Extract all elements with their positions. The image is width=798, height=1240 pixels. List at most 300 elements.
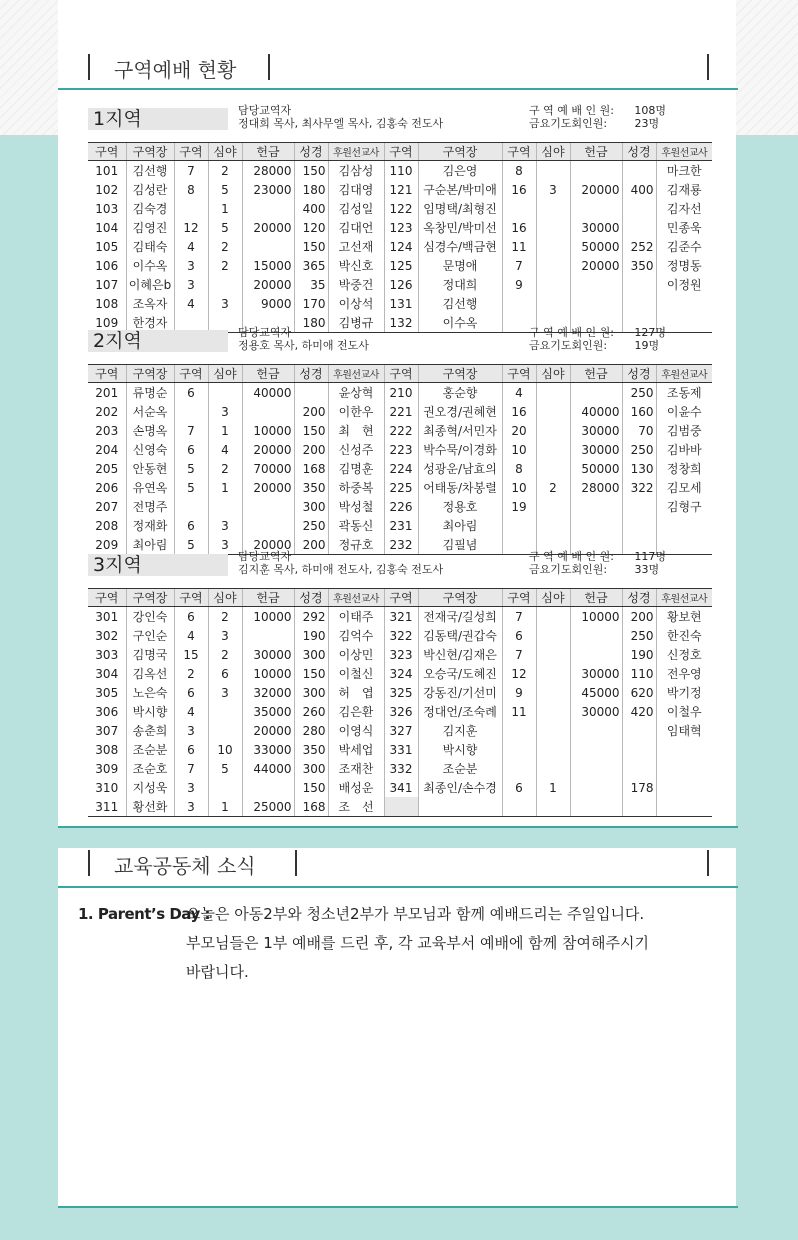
table-cell: 222 (384, 421, 418, 440)
table-cell: 12 (174, 218, 208, 237)
table-cell: 오승국/도혜진 (418, 664, 502, 683)
table-cell: 임명택/최형진 (418, 199, 502, 218)
table-cell: 201 (95, 385, 119, 400)
table-cell (536, 421, 570, 440)
table-cell: 350 (294, 740, 328, 759)
table-cell: 정대언/조숙례 (418, 702, 502, 721)
table-cell: 4 (174, 626, 208, 645)
table-cell: 321 (384, 607, 418, 627)
table-cell (570, 516, 622, 535)
table-cell: 2 (208, 645, 242, 664)
table-cell: 168 (294, 797, 328, 817)
table-cell: 김준수 (656, 237, 712, 256)
table-cell: 박중건 (328, 275, 384, 294)
table-row (88, 383, 712, 403)
table-cell: 박성철 (328, 497, 384, 516)
table-cell: 5 (174, 459, 208, 478)
table-cell: 정규호 (328, 535, 384, 555)
table-cell: 108 (95, 296, 119, 311)
table-cell: 유연옥 (126, 478, 174, 497)
table-cell: 5 (208, 180, 242, 199)
table-cell: 손명옥 (126, 421, 174, 440)
table-cell: 322 (384, 626, 418, 645)
table-cell: 325 (384, 683, 418, 702)
table-cell: 송춘희 (126, 721, 174, 740)
table-cell: 30000 (570, 218, 622, 237)
table-row (88, 256, 712, 275)
table-cell: 322 (622, 478, 656, 497)
table-cell: 15 (174, 645, 208, 664)
table-row (88, 275, 712, 294)
attendance-label: 구 역 예 배 인 원: (529, 550, 614, 563)
table-row (88, 199, 712, 218)
table-header-row (88, 143, 712, 161)
news-text (186, 900, 716, 987)
table-cell: 이철신 (328, 664, 384, 683)
table-cell: 10000 (242, 607, 294, 627)
table-cell: 조재찬 (328, 759, 384, 778)
table-cell: 109 (88, 313, 126, 333)
table-cell: 70000 (242, 459, 294, 478)
table-cell: 4 (174, 702, 208, 721)
table-cell: 이수옥 (126, 256, 174, 275)
table-cell: 4 (174, 294, 208, 313)
attendance-label: 구 역 예 배 인 원: (529, 104, 614, 117)
section-title-worship: 구역예배 현황 (114, 58, 237, 82)
table-cell: 최 현 (328, 421, 384, 440)
table-cell (418, 797, 502, 817)
table-cell (242, 497, 294, 516)
column-header: 구역장 (418, 143, 502, 161)
table-cell (174, 402, 208, 421)
news-line: 바랍니다. (186, 963, 249, 981)
table-cell: 231 (384, 516, 418, 535)
table-cell: 103 (95, 201, 119, 216)
table-cell: 김영진 (126, 218, 174, 237)
table-cell: 30000 (570, 702, 622, 721)
table-cell: 19 (502, 497, 536, 516)
table-cell: 옥창민/박미선 (418, 218, 502, 237)
table-cell: 28000 (242, 161, 294, 181)
table-cell: 131 (384, 294, 418, 313)
column-header: 구역 (174, 143, 208, 161)
table-cell: 102 (95, 182, 119, 197)
table-cell (570, 740, 622, 759)
table-cell: 신성주 (328, 440, 384, 459)
table-cell: 김성란 (126, 180, 174, 199)
table-cell: 123 (384, 218, 418, 237)
table-cell: 420 (622, 702, 656, 721)
region-stats (529, 326, 666, 352)
table-cell: 마크한 (656, 161, 712, 181)
teal-divider (58, 826, 738, 828)
table-cell: 박기정 (656, 683, 712, 702)
column-header: 후원선교사 (656, 365, 712, 383)
table-cell: 김선행 (126, 161, 174, 181)
table-cell: 23000 (242, 180, 294, 199)
table-cell: 225 (384, 478, 418, 497)
table-row (88, 721, 712, 740)
table-cell: 김동택/권갑숙 (418, 626, 502, 645)
table-cell (242, 626, 294, 645)
table-cell: 김자선 (656, 199, 712, 218)
table-cell (502, 797, 536, 817)
table-cell: 200 (294, 440, 328, 459)
region-block (88, 320, 712, 555)
table-cell (242, 237, 294, 256)
table-cell: 190 (622, 645, 656, 664)
table-cell: 이상석 (328, 294, 384, 313)
table-cell: 40000 (242, 383, 294, 403)
table-cell: 3 (208, 402, 242, 421)
table-cell (622, 161, 656, 181)
table-cell: 107 (95, 277, 119, 292)
column-header: 구역장 (418, 365, 502, 383)
table-cell (502, 759, 536, 778)
table-cell: 곽동신 (328, 516, 384, 535)
column-header: 후원선교사 (328, 143, 384, 161)
table-row (88, 478, 712, 497)
table-cell: 70 (622, 421, 656, 440)
region-header (88, 544, 712, 588)
section-header-education (0, 846, 798, 880)
table-cell: 박시향 (418, 740, 502, 759)
leaders-label: 담당교역자 (238, 550, 292, 563)
table-cell: 이한우 (328, 402, 384, 421)
table-cell: 280 (294, 721, 328, 740)
table-cell: 5 (208, 218, 242, 237)
header-bar-right (707, 54, 709, 80)
table-cell (536, 256, 570, 275)
table-cell: 김대언 (328, 218, 384, 237)
table-cell: 300 (294, 759, 328, 778)
table-cell: 2 (208, 607, 242, 627)
table-cell: 6 (174, 516, 208, 535)
table-cell (570, 778, 622, 797)
table-cell: 150 (294, 421, 328, 440)
teal-divider (58, 88, 738, 90)
table-cell: 232 (384, 535, 418, 555)
table-cell (536, 664, 570, 683)
table-cell: 하중복 (328, 478, 384, 497)
table-cell: 박세업 (328, 740, 384, 759)
table-cell: 2 (208, 459, 242, 478)
table-cell: 6 (174, 383, 208, 403)
header-bar-mid (295, 850, 297, 876)
table-cell: 10 (208, 740, 242, 759)
table-cell: 김삼성 (328, 161, 384, 181)
column-header: 구역 (384, 589, 418, 607)
table-cell: 전우영 (656, 664, 712, 683)
table-cell: 8 (174, 180, 208, 199)
table-cell: 150 (294, 161, 328, 181)
table-cell: 이혜은b (126, 275, 174, 294)
table-cell (208, 275, 242, 294)
table-cell: 1 (208, 478, 242, 497)
header-bar-left (88, 54, 90, 80)
news-label: 1. Parent’s Day : (78, 905, 210, 923)
table-cell (502, 721, 536, 740)
table-header-row (88, 589, 712, 607)
table-cell: 김지훈 (418, 721, 502, 740)
table-cell: 16 (502, 402, 536, 421)
attendance-stat (529, 326, 666, 339)
table-cell: 강동진/기선미 (418, 683, 502, 702)
prayer-value: 19명 (634, 339, 660, 352)
table-cell (656, 294, 712, 313)
table-cell: 300 (294, 497, 328, 516)
table-cell: 400 (294, 199, 328, 218)
table-cell: 임태혁 (656, 721, 712, 740)
table-cell: 209 (88, 535, 126, 555)
table-cell: 25000 (242, 797, 294, 817)
table-cell: 200 (622, 607, 656, 627)
table-cell (622, 759, 656, 778)
table-cell: 김범중 (656, 421, 712, 440)
table-cell (656, 797, 712, 817)
region-block (88, 98, 712, 333)
table-cell (536, 607, 570, 627)
column-header: 성경 (622, 589, 656, 607)
table-cell: 정창희 (656, 459, 712, 478)
attendance-stat (529, 550, 666, 563)
prayer-stat (529, 117, 666, 130)
table-cell: 12 (502, 664, 536, 683)
table-cell: 2 (174, 664, 208, 683)
table-cell: 1 (208, 421, 242, 440)
table-cell (622, 294, 656, 313)
column-header: 헌금 (242, 143, 294, 161)
column-header: 성경 (622, 365, 656, 383)
table-cell (536, 459, 570, 478)
table-cell: 2 (208, 256, 242, 275)
table-cell: 김병규 (328, 313, 384, 333)
table-cell: 박신현/김재은 (418, 645, 502, 664)
table-cell (622, 721, 656, 740)
table-cell: 문명애 (418, 256, 502, 275)
table-cell: 조순호 (126, 759, 174, 778)
table-cell: 1 (208, 199, 242, 218)
table-cell: 160 (622, 402, 656, 421)
table-cell: 이상민 (328, 645, 384, 664)
table-cell: 331 (384, 740, 418, 759)
table-cell: 김명국 (126, 645, 174, 664)
table-cell: 168 (294, 459, 328, 478)
table-cell: 이영식 (328, 721, 384, 740)
table-cell (622, 497, 656, 516)
table-cell (570, 645, 622, 664)
column-header: 구역 (88, 365, 126, 383)
table-cell: 105 (95, 239, 119, 254)
column-header: 구역 (502, 589, 536, 607)
region-stats (529, 104, 666, 130)
table-cell: 신정호 (656, 645, 712, 664)
table-cell: 김은환 (328, 702, 384, 721)
table-cell: 김필념 (418, 535, 502, 555)
table-cell (502, 294, 536, 313)
table-cell: 4 (174, 237, 208, 256)
table-cell: 어태동/차봉렬 (418, 478, 502, 497)
prayer-label: 금요기도회인원: (529, 563, 608, 576)
table-cell: 9 (502, 275, 536, 294)
table-cell: 10000 (242, 664, 294, 683)
table-cell: 7 (502, 607, 536, 627)
prayer-value: 23명 (634, 117, 660, 130)
table-cell: 박수묵/이경화 (418, 440, 502, 459)
table-row (88, 459, 712, 478)
table-cell (536, 702, 570, 721)
column-header: 구역 (502, 143, 536, 161)
table-cell: 김숙경 (126, 199, 174, 218)
table-cell: 9 (502, 683, 536, 702)
table-cell: 200 (294, 535, 328, 555)
column-header: 구역 (88, 143, 126, 161)
leaders-label: 담당교역자 (238, 104, 292, 117)
table-cell: 황보현 (656, 607, 712, 627)
table-row (88, 516, 712, 535)
table-cell: 124 (384, 237, 418, 256)
table-cell: 3 (174, 256, 208, 275)
table-cell: 303 (95, 647, 119, 662)
table-cell (242, 199, 294, 218)
table-cell: 250 (294, 516, 328, 535)
table-cell (502, 516, 536, 535)
table-cell: 106 (95, 258, 119, 273)
table-cell: 190 (294, 626, 328, 645)
table-cell: 150 (294, 664, 328, 683)
table-cell: 30000 (570, 664, 622, 683)
table-cell: 304 (95, 666, 119, 681)
table-cell (570, 199, 622, 218)
table-cell (174, 497, 208, 516)
table-cell: 365 (294, 256, 328, 275)
table-cell: 104 (95, 220, 119, 235)
table-cell: 2 (536, 478, 570, 497)
table-row (88, 294, 712, 313)
table-cell: 250 (622, 383, 656, 403)
table-cell: 배성운 (328, 778, 384, 797)
table-cell: 이윤수 (656, 402, 712, 421)
table-cell: 10 (502, 440, 536, 459)
table-row (88, 218, 712, 237)
table-cell: 조옥자 (126, 294, 174, 313)
table-cell (622, 218, 656, 237)
column-header: 구역 (502, 365, 536, 383)
news-line: 오늘은 아동2부와 청소년2부가 부모님과 함께 예배드리는 주일입니다. (186, 905, 645, 923)
table-cell: 203 (95, 423, 119, 438)
table-row (88, 402, 712, 421)
table-cell: 332 (384, 759, 418, 778)
table-cell: 50000 (570, 459, 622, 478)
table-cell: 16 (502, 180, 536, 199)
table-cell (208, 778, 242, 797)
table-cell: 정명동 (656, 256, 712, 275)
teal-divider (58, 1206, 738, 1208)
table-cell: 50000 (570, 237, 622, 256)
table-cell: 6 (174, 740, 208, 759)
table-cell: 301 (95, 609, 119, 624)
column-header: 성경 (622, 143, 656, 161)
table-cell: 10 (502, 478, 536, 497)
table-cell: 3 (536, 180, 570, 199)
table-cell: 2 (208, 161, 242, 181)
column-header: 성경 (294, 143, 328, 161)
table-cell: 김모세 (656, 478, 712, 497)
prayer-value: 33명 (634, 563, 660, 576)
column-header: 헌금 (570, 365, 622, 383)
table-cell: 민종욱 (656, 218, 712, 237)
table-cell: 3 (208, 516, 242, 535)
table-cell: 30000 (570, 440, 622, 459)
table-cell: 정용호 (418, 497, 502, 516)
table-cell: 서순옥 (126, 402, 174, 421)
table-cell: 6 (174, 440, 208, 459)
attendance-stat (529, 104, 666, 117)
table-cell (536, 626, 570, 645)
table-row (88, 797, 712, 817)
table-cell: 305 (95, 685, 119, 700)
column-header: 후원선교사 (656, 143, 712, 161)
table-cell: 20000 (570, 256, 622, 275)
table-cell: 박시향 (126, 702, 174, 721)
table-cell: 김성일 (328, 199, 384, 218)
table-cell: 300 (294, 645, 328, 664)
table-cell: 3 (174, 778, 208, 797)
table-cell (656, 759, 712, 778)
table-cell (384, 797, 418, 817)
table-cell: 122 (384, 199, 418, 218)
table-cell: 30000 (242, 645, 294, 664)
table-cell: 208 (95, 518, 119, 533)
table-cell (536, 294, 570, 313)
table-cell: 180 (294, 180, 328, 199)
table-cell (570, 497, 622, 516)
table-cell: 311 (88, 797, 126, 817)
table-cell: 310 (95, 780, 119, 795)
table-cell: 324 (384, 664, 418, 683)
table-cell (536, 440, 570, 459)
table-cell: 44000 (242, 759, 294, 778)
table-cell: 3 (174, 797, 208, 817)
table-cell: 15000 (242, 256, 294, 275)
table-cell (622, 516, 656, 535)
table-cell: 류명순 (126, 383, 174, 403)
column-header: 헌금 (242, 589, 294, 607)
table-cell (208, 383, 242, 403)
table-cell (536, 645, 570, 664)
table-cell: 전명주 (126, 497, 174, 516)
table-row (88, 626, 712, 645)
table-cell: 206 (95, 480, 119, 495)
region-table (88, 364, 712, 555)
table-cell: 20000 (242, 440, 294, 459)
table-cell: 6 (502, 778, 536, 797)
table-cell: 지성욱 (126, 778, 174, 797)
table-cell: 4 (208, 440, 242, 459)
table-cell: 김선행 (418, 294, 502, 313)
region-header (88, 98, 712, 142)
table-row (88, 497, 712, 516)
table-cell: 20 (502, 421, 536, 440)
table-cell: 이철우 (656, 702, 712, 721)
column-header: 구역 (174, 365, 208, 383)
table-cell (242, 778, 294, 797)
table-cell (622, 797, 656, 817)
table-cell: 9000 (242, 294, 294, 313)
table-cell: 이정원 (656, 275, 712, 294)
table-cell: 33000 (242, 740, 294, 759)
table-cell: 3 (174, 721, 208, 740)
